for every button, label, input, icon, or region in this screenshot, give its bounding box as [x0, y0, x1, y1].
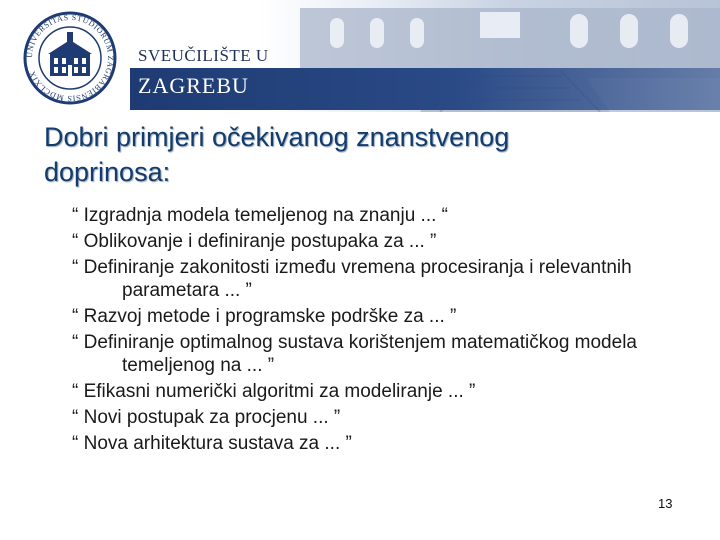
list-item: “ Nova arhitektura sustava za ... ” [72, 433, 352, 454]
page-number: 13 [658, 496, 673, 511]
list-item: “ Efikasni numerički algoritmi za modeliranje ... ” [72, 381, 476, 402]
logo-text-line1: SVEUČILIŠTE U [138, 46, 269, 65]
university-seal-icon [22, 10, 118, 106]
slide-title-line1: Dobri primjeri očekivanog znanstvenog [44, 122, 510, 152]
list-item: “ Definiranje optimalnog sustava korištenjem matematičkog modela temeljenog na ... ” [72, 332, 637, 376]
list-item: “ Razvoj metode i programske podrške za ... ” [72, 306, 457, 327]
slide-title [44, 120, 684, 190]
slide-title-line2: doprinosa: [44, 157, 171, 187]
list-item: “ Oblikovanje i definiranje postupaka za ... ” [72, 231, 437, 252]
list-item: “ Izgradnja modela temeljenog na znanju ... “ [72, 205, 448, 226]
logo-text-line2: ZAGREBU [138, 73, 249, 98]
list-item: “ Novi postupak za procjenu ... ” [72, 407, 341, 428]
seal-text: UNIVERSITAS STUDIORUM ZAGRABIENSIS MDCLXIX [24, 12, 116, 104]
examples-list [72, 204, 692, 458]
list-item: “ Definiranje zakonitosti između vremena procesiranja i relevantnih parametara ... ” [72, 257, 632, 301]
header-banner [0, 0, 720, 112]
